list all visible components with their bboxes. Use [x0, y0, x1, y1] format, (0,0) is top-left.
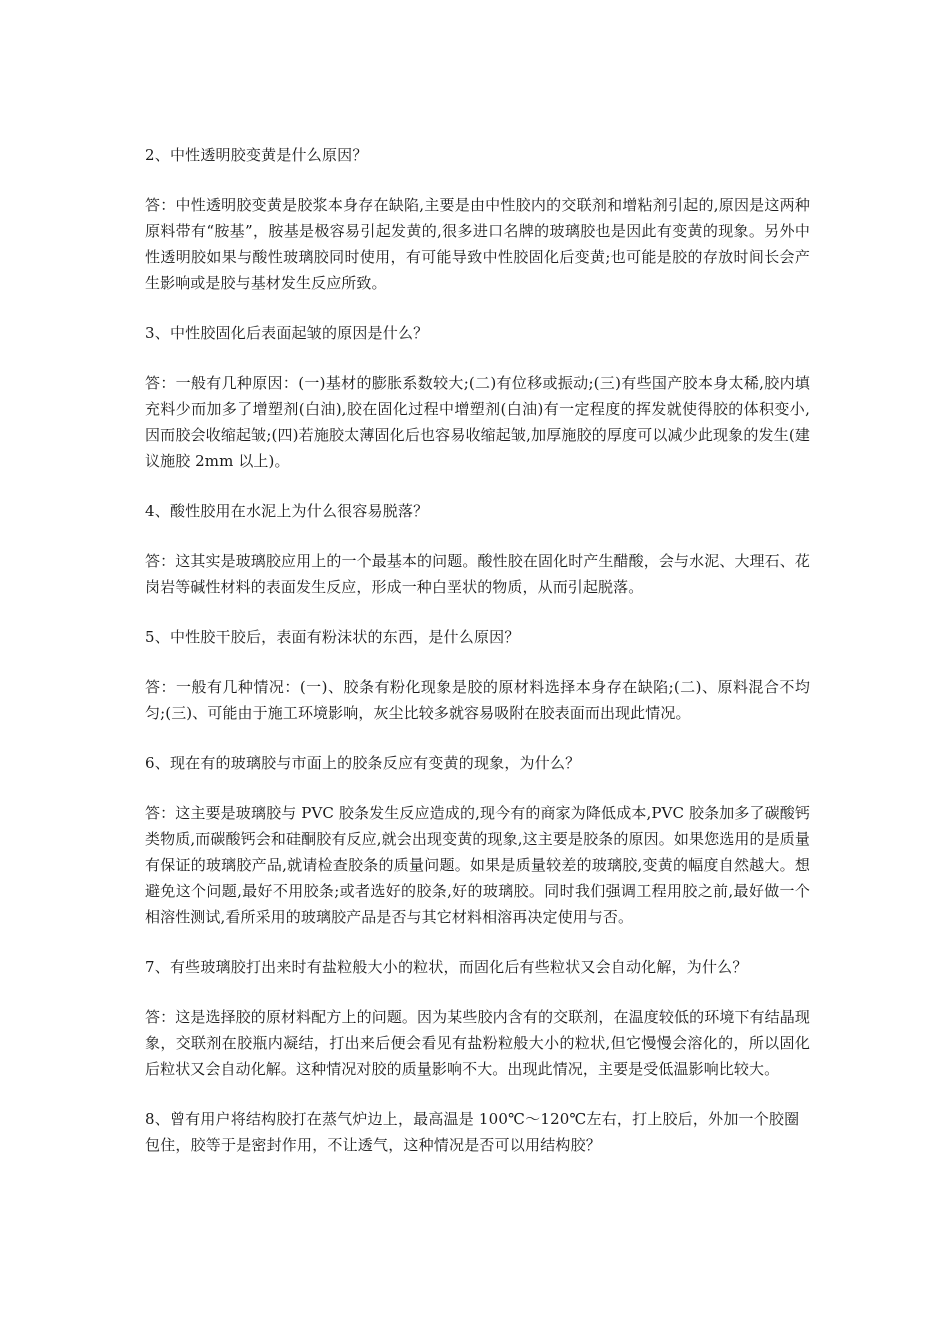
- answer-2: 答：中性透明胶变黄是胶浆本身存在缺陷,主要是由中性胶内的交联剂和增粘剂引起的,原因是这两种原料带有“胺基”，胺基是极容易引起发黄的,很多进口名牌的玻璃胶也是因此有变黄的现象。另外中性透明胶如果与酸性玻璃胶同时使用，有可能导致中性胶固化后变黄;也可能是胶的存放时间长会产生影响或是胶与基材发生反应所致。: [145, 196, 810, 292]
- question-3: 3、中性胶固化后表面起皱的原因是什么？: [145, 324, 429, 342]
- question-4: 4、酸性胶用在水泥上为什么很容易脱落？: [145, 502, 429, 520]
- question-5: 5、中性胶干胶后，表面有粉沫状的东西，是什么原因？: [145, 628, 520, 646]
- question-2: 2、中性透明胶变黄是什么原因？: [145, 146, 368, 164]
- answer-6: 答：这主要是玻璃胶与 PVC 胶条发生反应造成的,现今有的商家为降低成本,PVC 胶条加多了碳酸钙类物质,而碳酸钙会和硅酮胶有反应,就会出现变黄的现象,这主要是胶条的原因。如果您选用的是质量有保证的玻璃胶产品,就请检查胶条的质量问题。如果是质量较差的玻璃胶,变黄的幅度自然越大。想避免这个问题,最好不用胶条;或者选好的胶条,好的玻璃胶。同时我们强调工程用胶之前,最好做一个相溶性测试,看所采用的玻璃胶产品是否与其它材料相溶再决定使用与否。: [145, 804, 810, 926]
- answer-7: 答：这是选择胶的原材料配方上的问题。因为某些胶内含有的交联剂，在温度较低的环境下有结晶现象，交联剂在胶瓶内凝结，打出来后便会看见有盐粉粒般大小的粒状,但它慢慢会溶化的，所以固化后粒状又会自动化解。这种情况对胶的质量影响不大。出现此情况，主要是受低温影响比较大。: [145, 1008, 810, 1078]
- question-7: 7、有些玻璃胶打出来时有盐粒般大小的粒状，而固化后有些粒状又会自动化解，为什么？: [145, 958, 748, 976]
- question-6: 6、现在有的玻璃胶与市面上的胶条反应有变黄的现象，为什么？: [145, 754, 581, 772]
- question-8: 8、曾有用户将结构胶打在蒸气炉边上，最高温是 100℃～120℃左右，打上胶后，外加一个胶圈包住，胶等于是密封作用，不让透气，这种情况是否可以用结构胶？: [145, 1110, 800, 1154]
- answer-4: 答：这其实是玻璃胶应用上的一个最基本的问题。酸性胶在固化时产生醋酸，会与水泥、大理石、花岗岩等碱性材料的表面发生反应，形成一种白垩状的物质，从而引起脱落。: [145, 552, 810, 596]
- answer-3: 答：一般有几种原因：(一)基材的膨胀系数较大;(二)有位移或振动;(三)有些国产胶本身太稀,胶内填充料少而加多了增塑剂(白油),胶在固化过程中增塑剂(白油)有一定程度的挥发就使得胶的体积变小,因而胶会收缩起皱;(四)若施胶太薄固化后也容易收缩起皱,加厚施胶的厚度可以减少此现象的发生(建议施胶 2mm 以上)。: [145, 374, 810, 470]
- document-page: [145, 142, 810, 1182]
- answer-5: 答：一般有几种情况：(一)、胶条有粉化现象是胶的原材料选择本身存在缺陷;(二)、原料混合不均匀;(三)、可能由于施工环境影响，灰尘比较多就容易吸附在胶表面而出现此情况。: [145, 678, 810, 722]
